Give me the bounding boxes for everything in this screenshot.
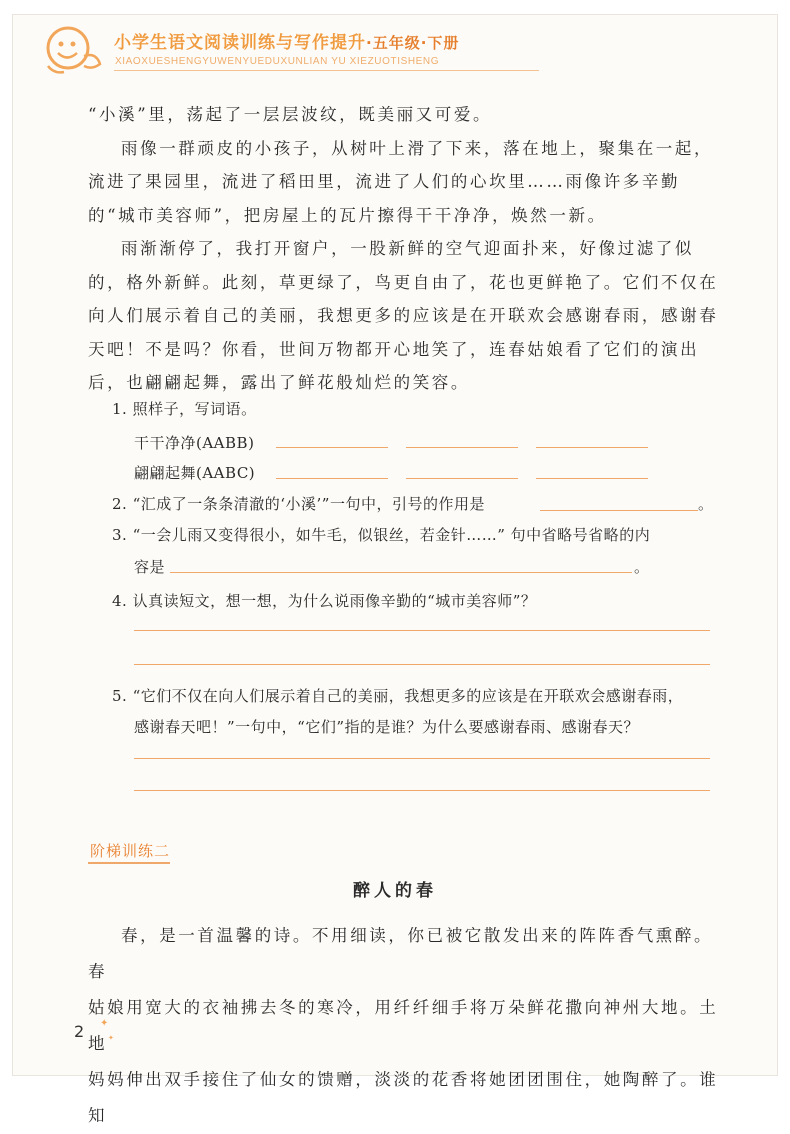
answer-line[interactable] xyxy=(134,758,710,759)
question-4: 4. 认真读短文，想一想，为什么说雨像辛勤的“城市美容师”？ xyxy=(112,592,537,610)
answer-blank[interactable] xyxy=(276,478,388,479)
header-divider xyxy=(114,70,539,71)
question-1-example-aabb: 干干净净(AABB) xyxy=(134,434,255,452)
reading-passage xyxy=(88,98,720,400)
answer-blank[interactable] xyxy=(540,510,698,511)
answer-blank[interactable] xyxy=(276,447,388,448)
text-line: 春，是一首温馨的诗。不用细读，你已被它散发出来的阵阵香气熏醉。春 xyxy=(88,926,714,981)
question-2: 2. “汇成了一条条清澈的‘小溪’”一句中，引号的作用是 xyxy=(112,495,485,513)
answer-line[interactable] xyxy=(134,664,710,665)
question-3: 3. “一会儿雨又变得很小，如牛毛，似银丝，若金针……” 句中省略号省略的内 xyxy=(112,526,651,544)
book-header xyxy=(40,22,740,82)
answer-blank[interactable] xyxy=(536,478,648,479)
question-1-example-aabc: 翩翩起舞(AABC) xyxy=(134,464,256,482)
svg-text:✦: ✦ xyxy=(100,1018,109,1029)
series-title: 小学生语文阅读训练与写作提升·五年级·下册 xyxy=(114,33,460,53)
text-line: 妈妈伸出双手接住了仙女的馈赠，淡淡的花香将她团团围住，她陶醉了。谁知 xyxy=(88,1070,719,1125)
answer-blank[interactable] xyxy=(406,447,518,448)
answer-blank[interactable] xyxy=(406,478,518,479)
question-5-cont: 感谢春天吧！”一句中，“它们”指的是谁？为什么要感谢春雨、感谢春天？ xyxy=(134,718,640,736)
question-2-end: 。 xyxy=(698,495,714,513)
answer-line[interactable] xyxy=(134,630,710,631)
paragraph: “小溪”里，荡起了一层层波纹，既美丽又可爱。 xyxy=(88,105,493,124)
question-1: 1. 照样子，写词语。 xyxy=(112,400,257,418)
article-body xyxy=(88,918,720,1134)
paragraph: 雨渐渐停了，我打开窗户，一股新鲜的空气迎面扑来，好像过滤了似的，格外新鲜。此刻，草更绿了，鸟更自由了，花也更鲜艳了。它们不仅在向人们展示着自己的美丽，我想更多的应该是在开联欢会感谢春雨，感谢春天吧！不是吗？你看，世间万物都开心地笑了，连春姑娘看了它们的演出后，也翩翩起舞，露出了鲜花般灿烂的笑容。 xyxy=(88,239,719,392)
answer-blank[interactable] xyxy=(536,447,648,448)
answer-blank[interactable] xyxy=(170,572,632,573)
smiley-mascot-icon xyxy=(40,22,110,80)
series-pinyin: XIAOXUESHENGYUWENYUEDUXUNLIAN YU XIEZUOTISHENG xyxy=(115,56,440,67)
answer-line[interactable] xyxy=(134,790,710,791)
page-number-badge xyxy=(42,1010,122,1065)
paragraph: 雨像一群顽皮的小孩子，从树叶上滑了下来，落在地上，聚集在一起，流进了果园里，流进了稻田里，流进了人们的心坎里……雨像许多辛勤的“城市美容师”，把房屋上的瓦片擦得干干净净，焕然一新。 xyxy=(88,138,714,225)
question-3-end: 。 xyxy=(634,558,650,576)
article-title: 醉人的春 xyxy=(353,881,437,901)
svg-text:✦: ✦ xyxy=(108,1034,114,1042)
page-number: 2 xyxy=(74,1022,85,1041)
question-5: 5. “它们不仅在向人们展示着自己的美丽，我想更多的应该是在开联欢会感谢春雨， xyxy=(112,687,684,705)
text-line: 姑娘用宽大的衣袖拂去冬的寒冷，用纤纤细手将万朵鲜花撒向神州大地。土地 xyxy=(88,998,719,1053)
question-3-cont: 容是 xyxy=(134,558,166,576)
section-underline xyxy=(88,862,170,864)
section-label: 阶梯训练二 xyxy=(90,842,171,860)
